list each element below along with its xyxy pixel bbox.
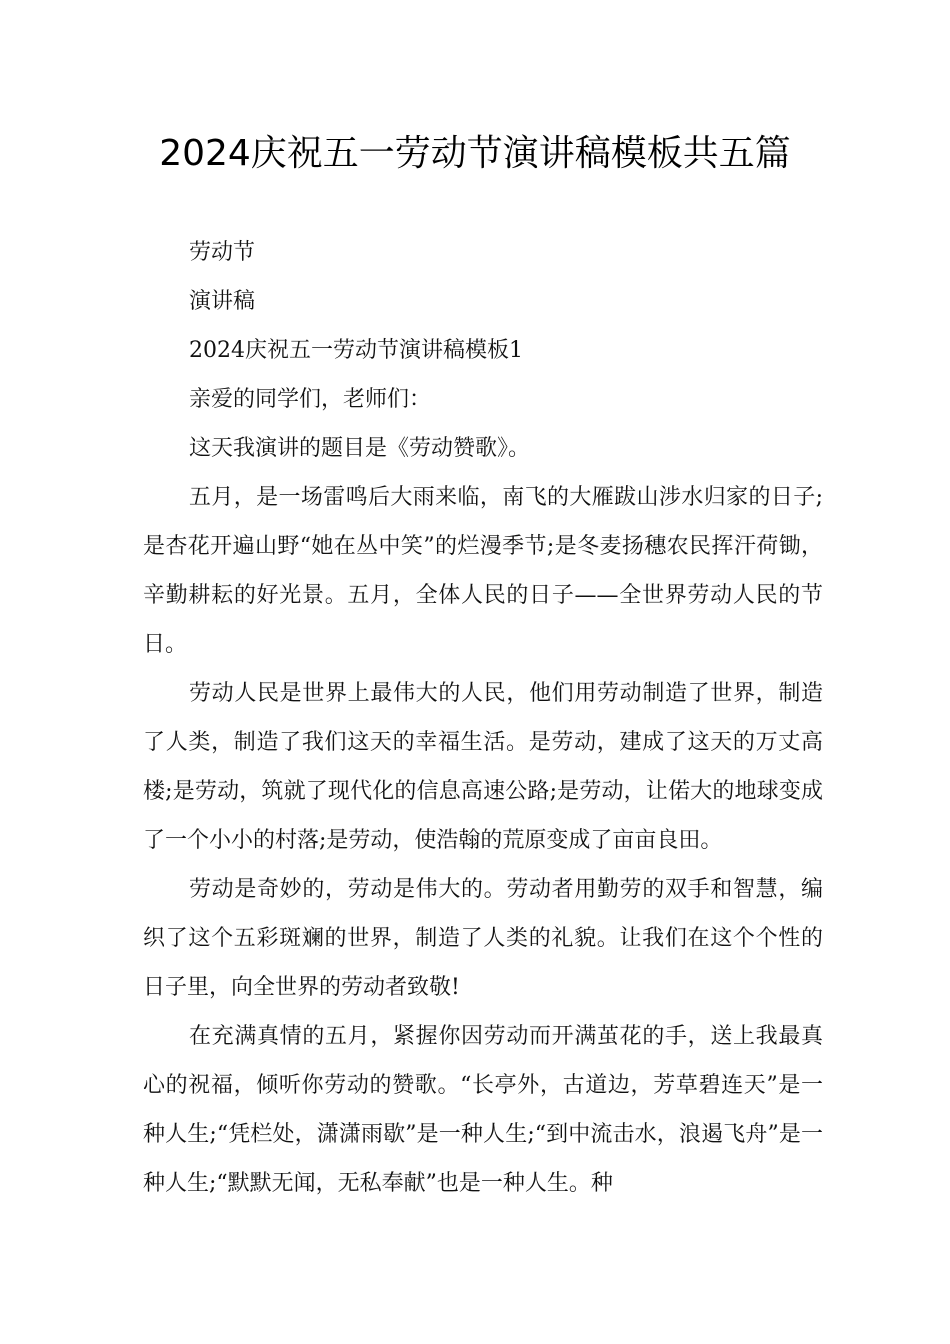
document-body <box>143 228 823 1208</box>
paragraph-subtitle-template-1: 2024庆祝五一劳动节演讲稿模板1 <box>189 338 523 363</box>
paragraph-may: 五月，是一场雷鸣后大雨来临，南飞的大雁跋山涉水归家的日子;是杏花开遍山野“她在丛中笑”的烂漫季节;是冬麦扬穗农民挥汗荷锄，辛勤耕耘的好光景。五月，全体人民的日子——全世界劳动人民的节日。 <box>143 485 823 657</box>
paragraph-topic: 这天我演讲的题目是《劳动赞歌》。 <box>189 436 531 461</box>
paragraph-labor-wonderful: 劳动是奇妙的，劳动是伟大的。劳动者用勤劳的双手和智慧，编织了这个五彩斑斓的世界，制造了人类的礼貌。让我们在这个个性的日子里，向全世界的劳动者致敬! <box>143 877 823 1000</box>
paragraph-heading-labor-day: 劳动节 <box>189 240 256 265</box>
paragraph-heading-speech: 演讲稿 <box>189 289 256 314</box>
paragraph-heartfelt-may: 在充满真情的五月，紧握你因劳动而开满茧花的手，送上我最真心的祝福，倾听你劳动的赞歌。“长亭外，古道边，芳草碧连天”是一种人生;“凭栏处，潇潇雨歇”是一种人生;“到中流击水，浪遏飞舟”是一种人生;“默默无闻，无私奉献”也是一种人生。种 <box>143 1024 823 1196</box>
document-title: 2024庆祝五一劳动节演讲稿模板共五篇 <box>159 133 791 174</box>
paragraph-working-people: 劳动人民是世界上最伟大的人民，他们用劳动制造了世界，制造了人类，制造了我们这天的幸福生活。是劳动，建成了这天的万丈高楼;是劳动，筑就了现代化的信息高速公路;是劳动，让偌大的地球变成了一个小小的村落;是劳动，使浩翰的荒原变成了亩亩良田。 <box>143 681 823 853</box>
paragraph-salutation: 亲爱的同学们，老师们： <box>189 387 432 412</box>
